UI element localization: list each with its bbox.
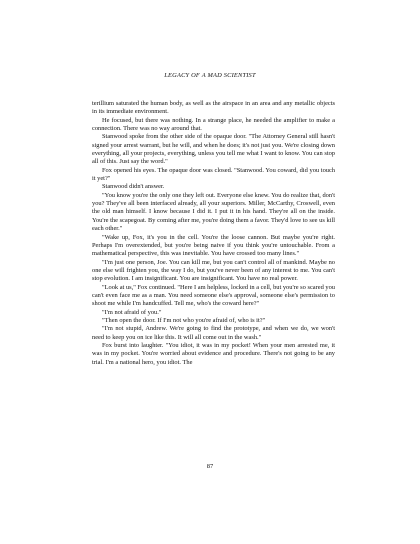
- paragraph: Fox burst into laughter. "You idiot, it was in my pocket! When your men arrested me, it was in my pocket. You're worried about evidence and procedure. There's not going to be any trial. I'm a national hero, you idiot. The: [92, 341, 335, 366]
- paragraph: "I'm just one person, Joe. You can kill me, but you can't control all of mankind. Maybe no one else will frighten you, the way I do, but you've never been of any interest to me. You can't stop evolution. I am insignificant. You are insignificant. You have no real power.: [92, 258, 335, 283]
- paragraph: Stanwood spoke from the other side of the opaque door. "The Attorney General still hasn't signed your arrest warrant, but he will, and when he does; it's not just you. We're closing down everything, all your projects, everything, unless you tell me what I want to know. You can stop all of this. Just say the word.": [92, 133, 335, 166]
- paragraph: "You know you're the only one they left out. Everyone else knew. You do realize that, don't you? They've all been interfaced already, all your superiors. Miller, McCarthy, Croswell, even the old man himself. I know because I did it. I put it in his hand. They're all on the inside. You're the scapegoat. By coming after me, you're doing them a favor. They'd love to see us kill each other.": [92, 191, 335, 233]
- paragraph: "Then open the door. If I'm not who you're afraid of, who is it?": [102, 316, 266, 324]
- running-head: LEGACY OF A MAD SCIENTIST: [164, 72, 256, 79]
- paragraph: He focused, but there was nothing. In a strange place, he needed the amplifier to make a connection. There was no way around that.: [92, 116, 335, 133]
- paragraph: "I'm not afraid of you.": [102, 308, 162, 316]
- page-number: 87: [206, 463, 214, 470]
- paragraph: Fox opened his eyes. The opaque door was closed. "Stanwood. You coward, did you touch it yet?": [92, 166, 335, 183]
- paragraph: "I'm not stupid, Andrew. We're going to find the prototype, and when we do, we won't need to keep you on ice like this. It will all come out in the wash.": [92, 325, 335, 341]
- paragraph: "Wake up, Fox, it's you in the cell. You're the loose cannon. But maybe you're right. Perhaps I'm overextended, but you're being naive if you think you're untouchable. From a mathematical perspective, this was inevitable. You have crossed too many lines.": [92, 233, 335, 258]
- paragraph: terillium saturated the human body, as well as the airspace in an area and any metallic objects in its immediate environment.: [92, 100, 335, 116]
- paragraph: Stanwood didn't answer.: [102, 183, 165, 191]
- body-text: [92, 100, 335, 367]
- paragraph: "Look at us," Fox continued. "Here I am helpless, locked in a cell, but you're so scared you can't even face me as a man. You need someone else's approval, someone else's permission to shoot me while I'm handcuffed. Tell me, who's the coward here?": [92, 283, 335, 308]
